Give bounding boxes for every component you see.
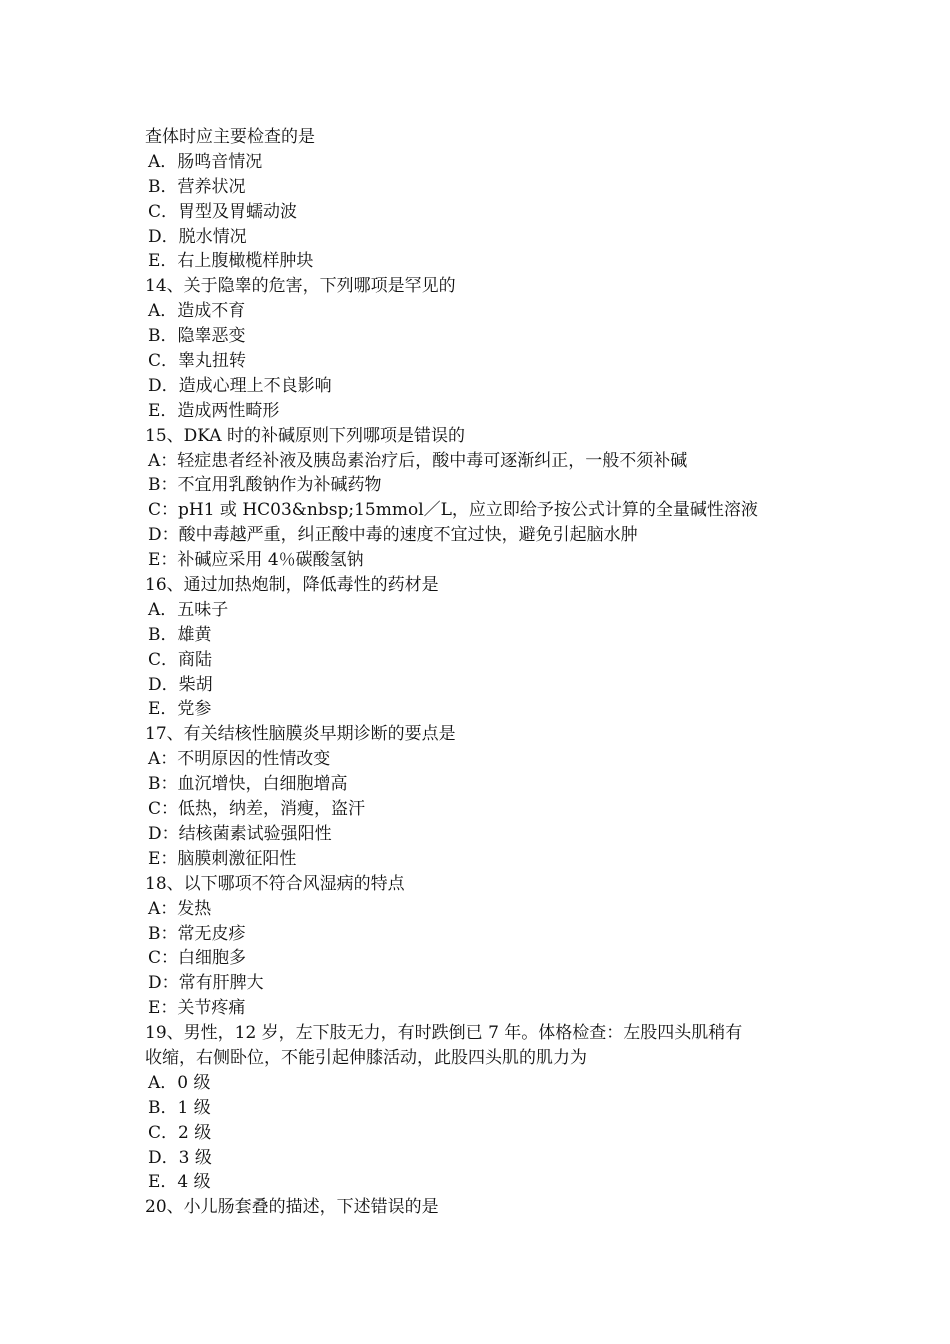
question-text: 查体时应主要检查的是	[145, 127, 315, 147]
answer-option: E．右上腹橄榄样肿块	[148, 251, 314, 272]
answer-option: A．肠鸣音情况	[148, 151, 263, 172]
answer-option: E：补碱应采用 4％碳酸氢钠	[148, 550, 364, 571]
question-text: 15、DKA 时的补碱原则下列哪项是错误的	[145, 425, 465, 446]
answer-option: C．睾丸扭转	[148, 351, 247, 372]
answer-option: D．造成心理上不良影响	[148, 375, 332, 396]
question-text: 19、男性，12 岁，左下肢无力，有时跌倒已 7 年。体格检查：左股四头肌稍有	[145, 1023, 743, 1044]
answer-option: B．雄黄	[148, 624, 212, 645]
answer-option: D．脱水情况	[148, 226, 247, 247]
question-text: 14、关于隐睾的危害，下列哪项是罕见的	[145, 276, 456, 297]
answer-option: B：血沉增快，白细胞增高	[148, 774, 348, 795]
answer-option: B：常无皮疹	[148, 923, 246, 944]
answer-option: E．4 级	[148, 1172, 211, 1193]
answer-option: E．党参	[148, 699, 212, 720]
answer-option: A：轻症患者经补液及胰岛素治疗后，酸中毒可逐渐纠正，一般不须补碱	[148, 450, 688, 471]
answer-option: B．1 级	[148, 1097, 211, 1118]
answer-option: B：不宜用乳酸钠作为补碱药物	[148, 475, 382, 496]
answer-option: E：关节疼痛	[148, 998, 246, 1019]
answer-option: C：pH1 或 HC03&nbsp;15mmol／L，应立即给予按公式计算的全量碱性溶液	[148, 500, 758, 521]
answer-option: D：常有肝脾大	[148, 973, 264, 994]
question-text: 20、小儿肠套叠的描述，下述错误的是	[145, 1197, 439, 1218]
answer-option: E．造成两性畸形	[148, 400, 280, 421]
answer-option: E：脑膜刺激征阳性	[148, 848, 297, 869]
answer-option: D．3 级	[148, 1147, 212, 1168]
answer-option: B．营养状况	[148, 176, 246, 197]
answer-option: A．五味子	[148, 599, 229, 620]
question-text: 18、以下哪项不符合风湿病的特点	[145, 873, 405, 894]
question-text: 收缩，右侧卧位，不能引起伸膝活动，此股四头肌的肌力为	[145, 1047, 587, 1068]
answer-option: C．商陆	[148, 649, 213, 670]
question-text: 17、有关结核性脑膜炎早期诊断的要点是	[145, 724, 456, 745]
answer-option: B．隐睾恶变	[148, 326, 246, 347]
answer-option: D：结核菌素试验强阳性	[148, 823, 332, 844]
answer-option: C．胃型及胃蠕动波	[148, 201, 298, 222]
answer-option: D：酸中毒越严重，纠正酸中毒的速度不宜过快，避免引起脑水肿	[148, 525, 638, 546]
answer-option: C：低热，纳差，消瘦，盗汗	[148, 799, 366, 820]
answer-option: D．柴胡	[148, 674, 213, 695]
answer-option: C：白细胞多	[148, 948, 247, 969]
answer-option: A：发热	[148, 898, 212, 919]
answer-option: C．2 级	[148, 1122, 212, 1143]
answer-option: A．造成不育	[148, 301, 246, 322]
answer-option: A：不明原因的性情改变	[148, 749, 331, 770]
document-body	[145, 125, 825, 1220]
answer-option: A．0 级	[148, 1072, 211, 1093]
question-text: 16、通过加热炮制，降低毒性的药材是	[145, 575, 439, 596]
